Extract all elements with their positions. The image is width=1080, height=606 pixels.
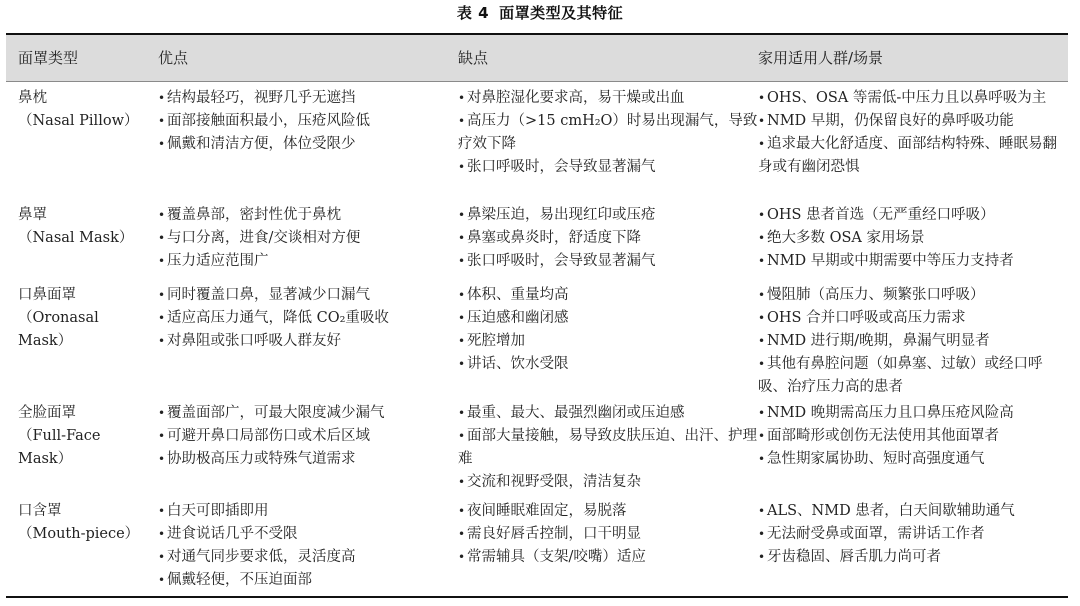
cons-item: • 鼻梁压迫，易出现红印或压疮 xyxy=(458,207,656,223)
cons-item: • 面部大量接触，易导致皮肤压迫、出汗、护理难 xyxy=(458,428,757,467)
mask-name-en: （Oronasal Mask） xyxy=(18,310,99,349)
use-cell xyxy=(758,284,1068,399)
pros-cell xyxy=(158,87,448,156)
use-cell xyxy=(758,500,1068,569)
mask-name-cn: 口含罩 xyxy=(18,503,62,519)
mask-name-cn: 全脸面罩 xyxy=(18,405,76,421)
use-item: • NMD 晚期需高压力且口鼻压疮风险高 xyxy=(758,405,1014,421)
cons-item: • 压迫感和幽闭感 xyxy=(458,310,569,326)
cons-cell xyxy=(458,402,758,494)
cons-item: • 讲话、饮水受限 xyxy=(458,356,569,372)
use-item: • NMD 早期或中期需要中等压力支持者 xyxy=(758,253,1014,269)
use-item: • OHS 患者首选（无严重经口呼吸） xyxy=(758,207,995,223)
use-item: • 追求最大化舒适度、面部结构特殊、睡眠易翻身或有幽闭恐惧 xyxy=(758,136,1057,175)
use-item: • 急性期家属协助、短时高强度通气 xyxy=(758,451,985,467)
mask-type-cell xyxy=(18,204,148,250)
header-mask-type: 面罩类型 xyxy=(18,49,79,67)
pros-item: • 可避开鼻口局部伤口或术后区域 xyxy=(158,428,370,444)
mask-name-cn: 鼻枕 xyxy=(18,90,47,106)
use-cell xyxy=(758,204,1068,273)
cons-cell xyxy=(458,87,758,179)
cons-item: • 最重、最大、最强烈幽闭或压迫感 xyxy=(458,405,685,421)
cons-item: • 需良好唇舌控制，口干明显 xyxy=(458,526,641,542)
use-item: • 牙齿稳固、唇舌肌力尚可者 xyxy=(758,549,941,565)
use-item: • NMD 早期，仍保留良好的鼻呼吸功能 xyxy=(758,113,1014,129)
mask-type-cell xyxy=(18,402,148,471)
pros-cell xyxy=(158,402,448,471)
pros-item: • 与口分离，进食/交谈相对方便 xyxy=(158,230,361,246)
use-cell xyxy=(758,87,1068,179)
cons-item: • 张口呼吸时，会导致显著漏气 xyxy=(458,253,656,269)
table-header xyxy=(6,35,1068,82)
table-number: 表 4 xyxy=(456,4,490,22)
mask-name-en: （Nasal Pillow） xyxy=(18,113,139,129)
bottom-rule xyxy=(6,596,1068,598)
cons-item: • 鼻塞或鼻炎时，舒适度下降 xyxy=(458,230,641,246)
cons-item: • 交流和视野受限，清洁复杂 xyxy=(458,474,641,490)
mask-type-cell xyxy=(18,87,148,133)
cons-item: • 体积、重量均高 xyxy=(458,287,569,303)
cons-cell xyxy=(458,204,758,273)
use-item: • 其他有鼻腔问题（如鼻塞、过敏）或经口呼吸、治疗压力高的患者 xyxy=(758,356,1043,395)
pros-cell xyxy=(158,500,448,592)
use-item: • NMD 进行期/晚期，鼻漏气明显者 xyxy=(758,333,990,349)
pros-item: • 结构最轻巧，视野几乎无遮挡 xyxy=(158,90,356,106)
pros-item: • 对通气同步要求低，灵活度高 xyxy=(158,549,356,565)
cons-item: • 张口呼吸时，会导致显著漏气 xyxy=(458,159,656,175)
cons-cell xyxy=(458,500,758,569)
use-item: • OHS、OSA 等需低-中压力且以鼻呼吸为主 xyxy=(758,90,1047,106)
header-home-use: 家用适用人群/场景 xyxy=(758,49,884,67)
pros-item: • 协助极高压力或特殊气道需求 xyxy=(158,451,356,467)
mask-name-en: （Full-Face Mask） xyxy=(18,428,101,467)
pros-item: • 进食说话几乎不受限 xyxy=(158,526,298,542)
use-item: • ALS、NMD 患者，白天间歇辅助通气 xyxy=(758,503,1015,519)
table-caption: 面罩类型及其特征 xyxy=(499,4,624,22)
mask-type-cell xyxy=(18,284,148,353)
mask-type-cell xyxy=(18,500,148,546)
pros-item: • 适应高压力通气，降低 CO₂重吸收 xyxy=(158,310,389,326)
pros-item: • 覆盖面部广，可最大限度减少漏气 xyxy=(158,405,385,421)
use-item: • 慢阻肺（高压力、频繁张口呼吸） xyxy=(758,287,985,303)
pros-item: • 面部接触面积最小，压疮风险低 xyxy=(158,113,370,129)
mask-name-en: （Mouth-piece） xyxy=(18,526,140,542)
cons-item: • 高压力（>15 cmH₂O）时易出现漏气，导致疗效下降 xyxy=(458,113,758,152)
pros-item: • 佩戴轻便，不压迫面部 xyxy=(158,572,312,588)
header-cons: 缺点 xyxy=(458,49,489,67)
table-title xyxy=(0,3,1080,23)
pros-item: • 覆盖鼻部，密封性优于鼻枕 xyxy=(158,207,341,223)
cons-item: • 常需辅具（支架/咬嘴）适应 xyxy=(458,549,646,565)
mask-name-en: （Nasal Mask） xyxy=(18,230,134,246)
use-item: • OHS 合并口呼吸或高压力需求 xyxy=(758,310,966,326)
cons-cell xyxy=(458,284,758,376)
cons-item: • 死腔增加 xyxy=(458,333,525,349)
use-item: • 面部畸形或创伤无法使用其他面罩者 xyxy=(758,428,999,444)
use-cell xyxy=(758,402,1068,471)
pros-cell xyxy=(158,204,448,273)
pros-cell xyxy=(158,284,448,353)
pros-item: • 同时覆盖口鼻，显著减少口漏气 xyxy=(158,287,370,303)
cons-item: • 对鼻腔湿化要求高，易干燥或出血 xyxy=(458,90,685,106)
mask-name-cn: 鼻罩 xyxy=(18,207,47,223)
pros-item: • 白天可即插即用 xyxy=(158,503,269,519)
cons-item: • 夜间睡眠难固定，易脱落 xyxy=(458,503,627,519)
pros-item: • 压力适应范围广 xyxy=(158,253,269,269)
use-item: • 绝大多数 OSA 家用场景 xyxy=(758,230,925,246)
header-pros: 优点 xyxy=(158,49,189,67)
mask-name-cn: 口鼻面罩 xyxy=(18,287,76,303)
use-item: • 无法耐受鼻或面罩，需讲话工作者 xyxy=(758,526,985,542)
pros-item: • 对鼻阻或张口呼吸人群友好 xyxy=(158,333,341,349)
pros-item: • 佩戴和清洁方便，体位受限少 xyxy=(158,136,356,152)
